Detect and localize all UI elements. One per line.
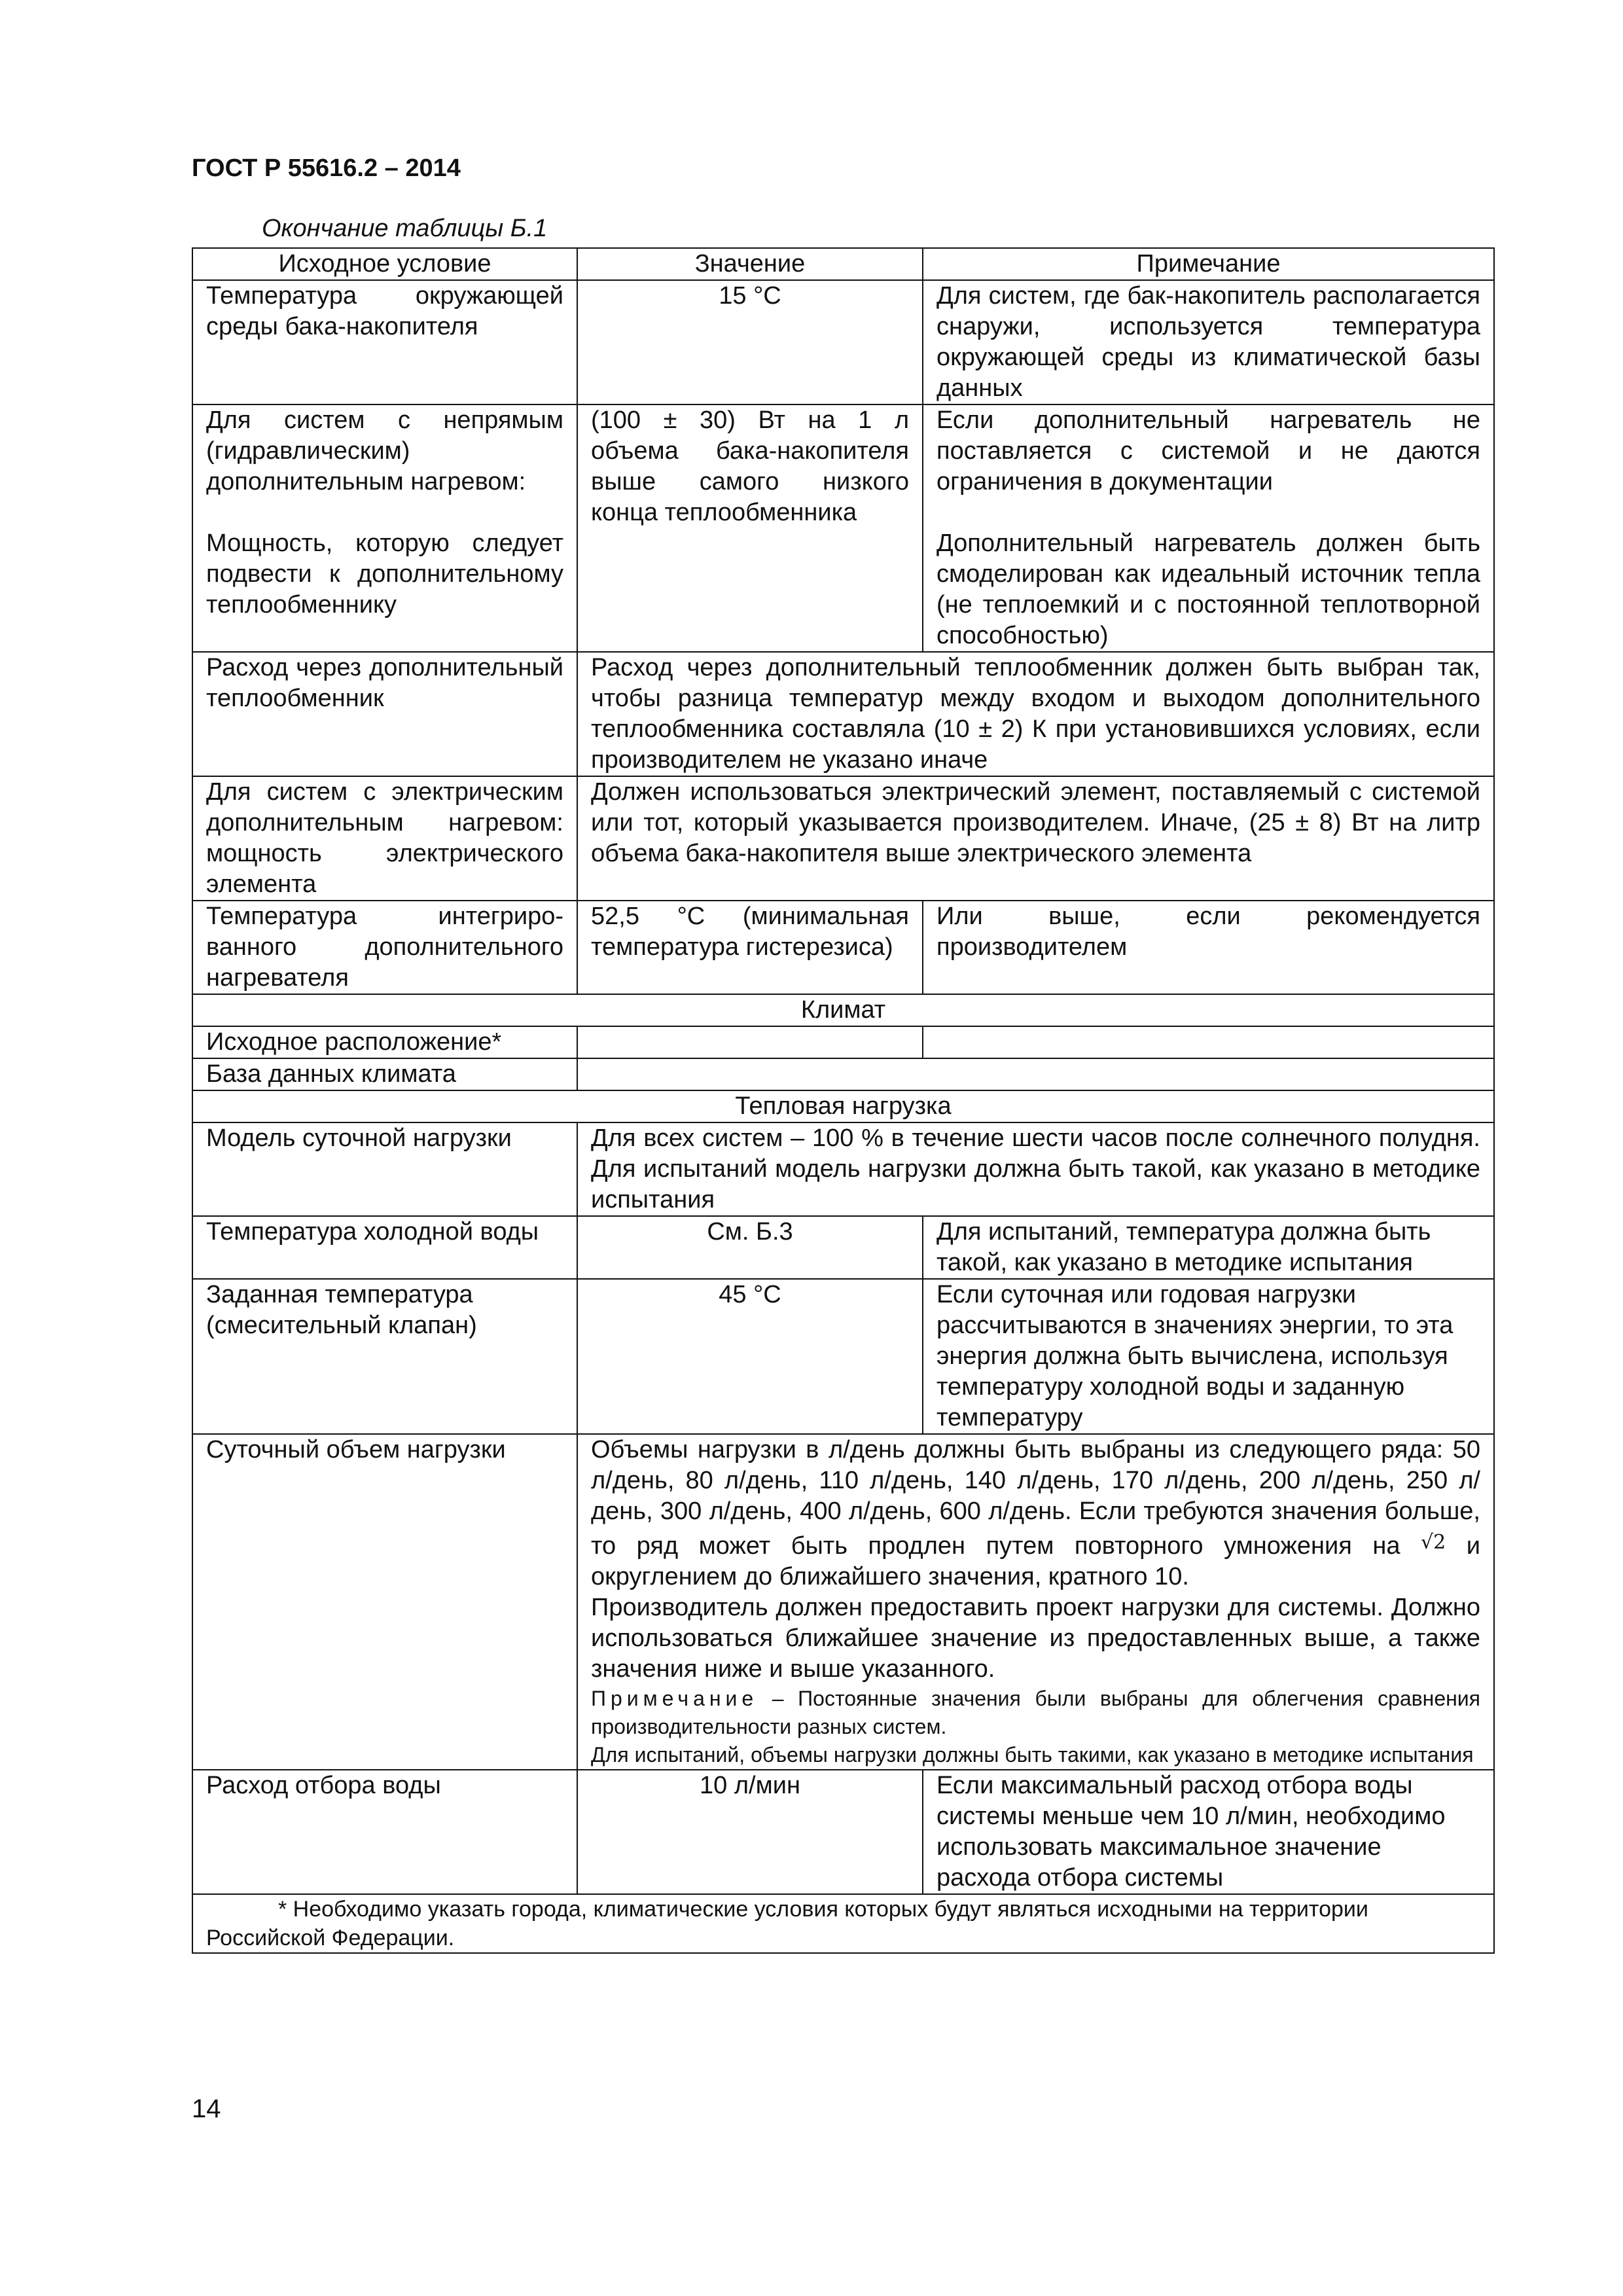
condition-cell: База данных климата: [192, 1058, 577, 1090]
column-header-note: Примечание: [923, 248, 1494, 280]
value-text: и округлением до ближайшего значения, кратного 10.: [591, 1532, 1480, 1590]
value-text: Объемы нагрузки в л/день должны быть выбраны из следующего ряда: 50 л/день, 80 л/день, 110 л/день, 140 л/день, 170 л/день, 200 л/день, 250 л/день, 300 л/день, 400 л/день, 600 л/день. Если требуются значения больше, то ряд может быть продлен путем повторного умножения на: [591, 1436, 1480, 1560]
note-cell: Или выше, если рекомендуется производителем: [923, 901, 1494, 994]
condition-cell: Исходное расположение*: [192, 1026, 577, 1058]
table-row: [192, 901, 1494, 994]
note-cell: [923, 404, 1494, 652]
value-cell: 52,5 °С (минимальная температура гистерезиса): [577, 901, 923, 994]
value-cell: 10 л/мин: [577, 1770, 923, 1894]
table-row: [192, 1434, 1494, 1770]
page-number: 14: [192, 2094, 221, 2123]
table-row: [192, 776, 1494, 901]
value-cell-empty: [577, 1026, 923, 1058]
condition-cell: Температура окружающей среды бака-накопителя: [192, 280, 577, 404]
section-row-heat-load: [192, 1090, 1494, 1122]
value-paragraph: [591, 1435, 1480, 1592]
footnote: [192, 1894, 1494, 1953]
table-row: [192, 280, 1494, 404]
value-cell: 15 °С: [577, 280, 923, 404]
value-cell-empty: [577, 1058, 1494, 1090]
section-row-climate: [192, 994, 1494, 1026]
note-paragraph: [591, 1685, 1480, 1741]
section-title: Климат: [192, 994, 1494, 1026]
value-cell: (100 ± 30) Вт на 1 л объема бака-накопителя выше самого низкого конца теплообменника: [577, 404, 923, 652]
column-header-value: Значение: [577, 248, 923, 280]
footnote-text: * Необходимо указать города, климатические условия которых будут являться исходными на территории Российской Федерации.: [206, 1897, 1368, 1950]
column-header-condition: Исходное условие: [192, 248, 577, 280]
note-cell: Для испытаний, температура должна быть такой, как указано в методике испытания: [923, 1216, 1494, 1279]
condition-cell: Для систем с электрическим дополнительным нагревом: мощность электрического элемента: [192, 776, 577, 901]
table-row: [192, 404, 1494, 652]
note-text: Если дополнительный нагреватель не поставляется с системой и не даются ограничения в документации: [936, 406, 1480, 495]
table-row: [192, 1770, 1494, 1894]
table-row: [192, 652, 1494, 776]
condition-cell: Расход через дополнительный теплообменник: [192, 652, 577, 776]
condition-cell: Суточный объем нагрузки: [192, 1434, 577, 1770]
note-cell: Если суточная или годовая нагрузки рассчитываются в значениях энергии, то эта энергия должна быть вычислена, используя температуру холодной воды и заданную температуру: [923, 1279, 1494, 1434]
condition-cell: Расход отбора воды: [192, 1770, 577, 1894]
note-label: Примечание: [591, 1687, 758, 1710]
table-row: [192, 1058, 1494, 1090]
value-cell: Должен использоваться электрический элемент, поставляемый с системой или тот, который указывается производителем. Иначе, (25 ± 8) Вт на литр объема бака-накопителя выше электрического элемента: [577, 776, 1494, 901]
value-cell: 45 °С: [577, 1279, 923, 1434]
value-cell: [577, 1434, 1494, 1770]
footnote-row: [192, 1894, 1494, 1953]
table-row: [192, 1279, 1494, 1434]
value-cell: См. Б.3: [577, 1216, 923, 1279]
value-cell: Расход через дополнительный теплообменник должен быть выбран так, чтобы разница температур между входом и выходом дополнительного теплообменника составляла (10 ± 2) К при установившихся условиях, если производителем не указано иначе: [577, 652, 1494, 776]
condition-text: Для систем с непрямым (гидравлическим) дополнительным нагревом:: [206, 406, 563, 495]
specification-table: [192, 247, 1495, 1954]
note-cell-empty: [923, 1026, 1494, 1058]
sqrt-two-symbol: √2: [1421, 1531, 1446, 1554]
condition-cell: Заданная температура (смесительный клапан): [192, 1279, 577, 1434]
table-header-row: [192, 248, 1494, 280]
condition-cell: Температура интегриро-ванного дополнительного нагревателя: [192, 901, 577, 994]
value-paragraph: Производитель должен предоставить проект нагрузки для системы. Должно использоваться ближайшее значение из предоставленных выше, а также значения ниже и выше указанного.: [591, 1594, 1480, 1683]
value-cell: Для всех систем – 100 % в течение шести часов после солнечного полудня. Для испытаний модель нагрузки должна быть такой, как указано в методике испытания: [577, 1122, 1494, 1216]
table-row: [192, 1216, 1494, 1279]
condition-cell: [192, 404, 577, 652]
note-cell: Если максимальный расход отбора воды системы меньше чем 10 л/мин, необходимо использовать максимальное значение расхода отбора системы: [923, 1770, 1494, 1894]
note-text: – Постоянные значения были выбраны для облегчения сравнения производительности разных систем.: [591, 1687, 1481, 1738]
table-row: [192, 1122, 1494, 1216]
note-text: Дополнительный нагреватель должен быть смоделирован как идеальный источник тепла (не теплоемкий и с постоянной теплотворной способностью): [936, 529, 1480, 649]
condition-text: Мощность, которую следует подвести к дополнительному теплообменнику: [206, 529, 563, 619]
table-row: [192, 1026, 1494, 1058]
condition-cell: Температура холодной воды: [192, 1216, 577, 1279]
document-code-header: ГОСТ Р 55616.2 – 2014: [192, 154, 461, 182]
condition-cell: Модель суточной нагрузки: [192, 1122, 577, 1216]
note-paragraph: Для испытаний, объемы нагрузки должны быть такими, как указано в методике испытания: [591, 1743, 1474, 1767]
section-title: Тепловая нагрузка: [192, 1090, 1494, 1122]
table-caption: Окончание таблицы Б.1: [262, 215, 548, 242]
note-cell: Для систем, где бак-накопитель располагается снаружи, используется температура окружающей среды из климатической базы данных: [923, 280, 1494, 404]
